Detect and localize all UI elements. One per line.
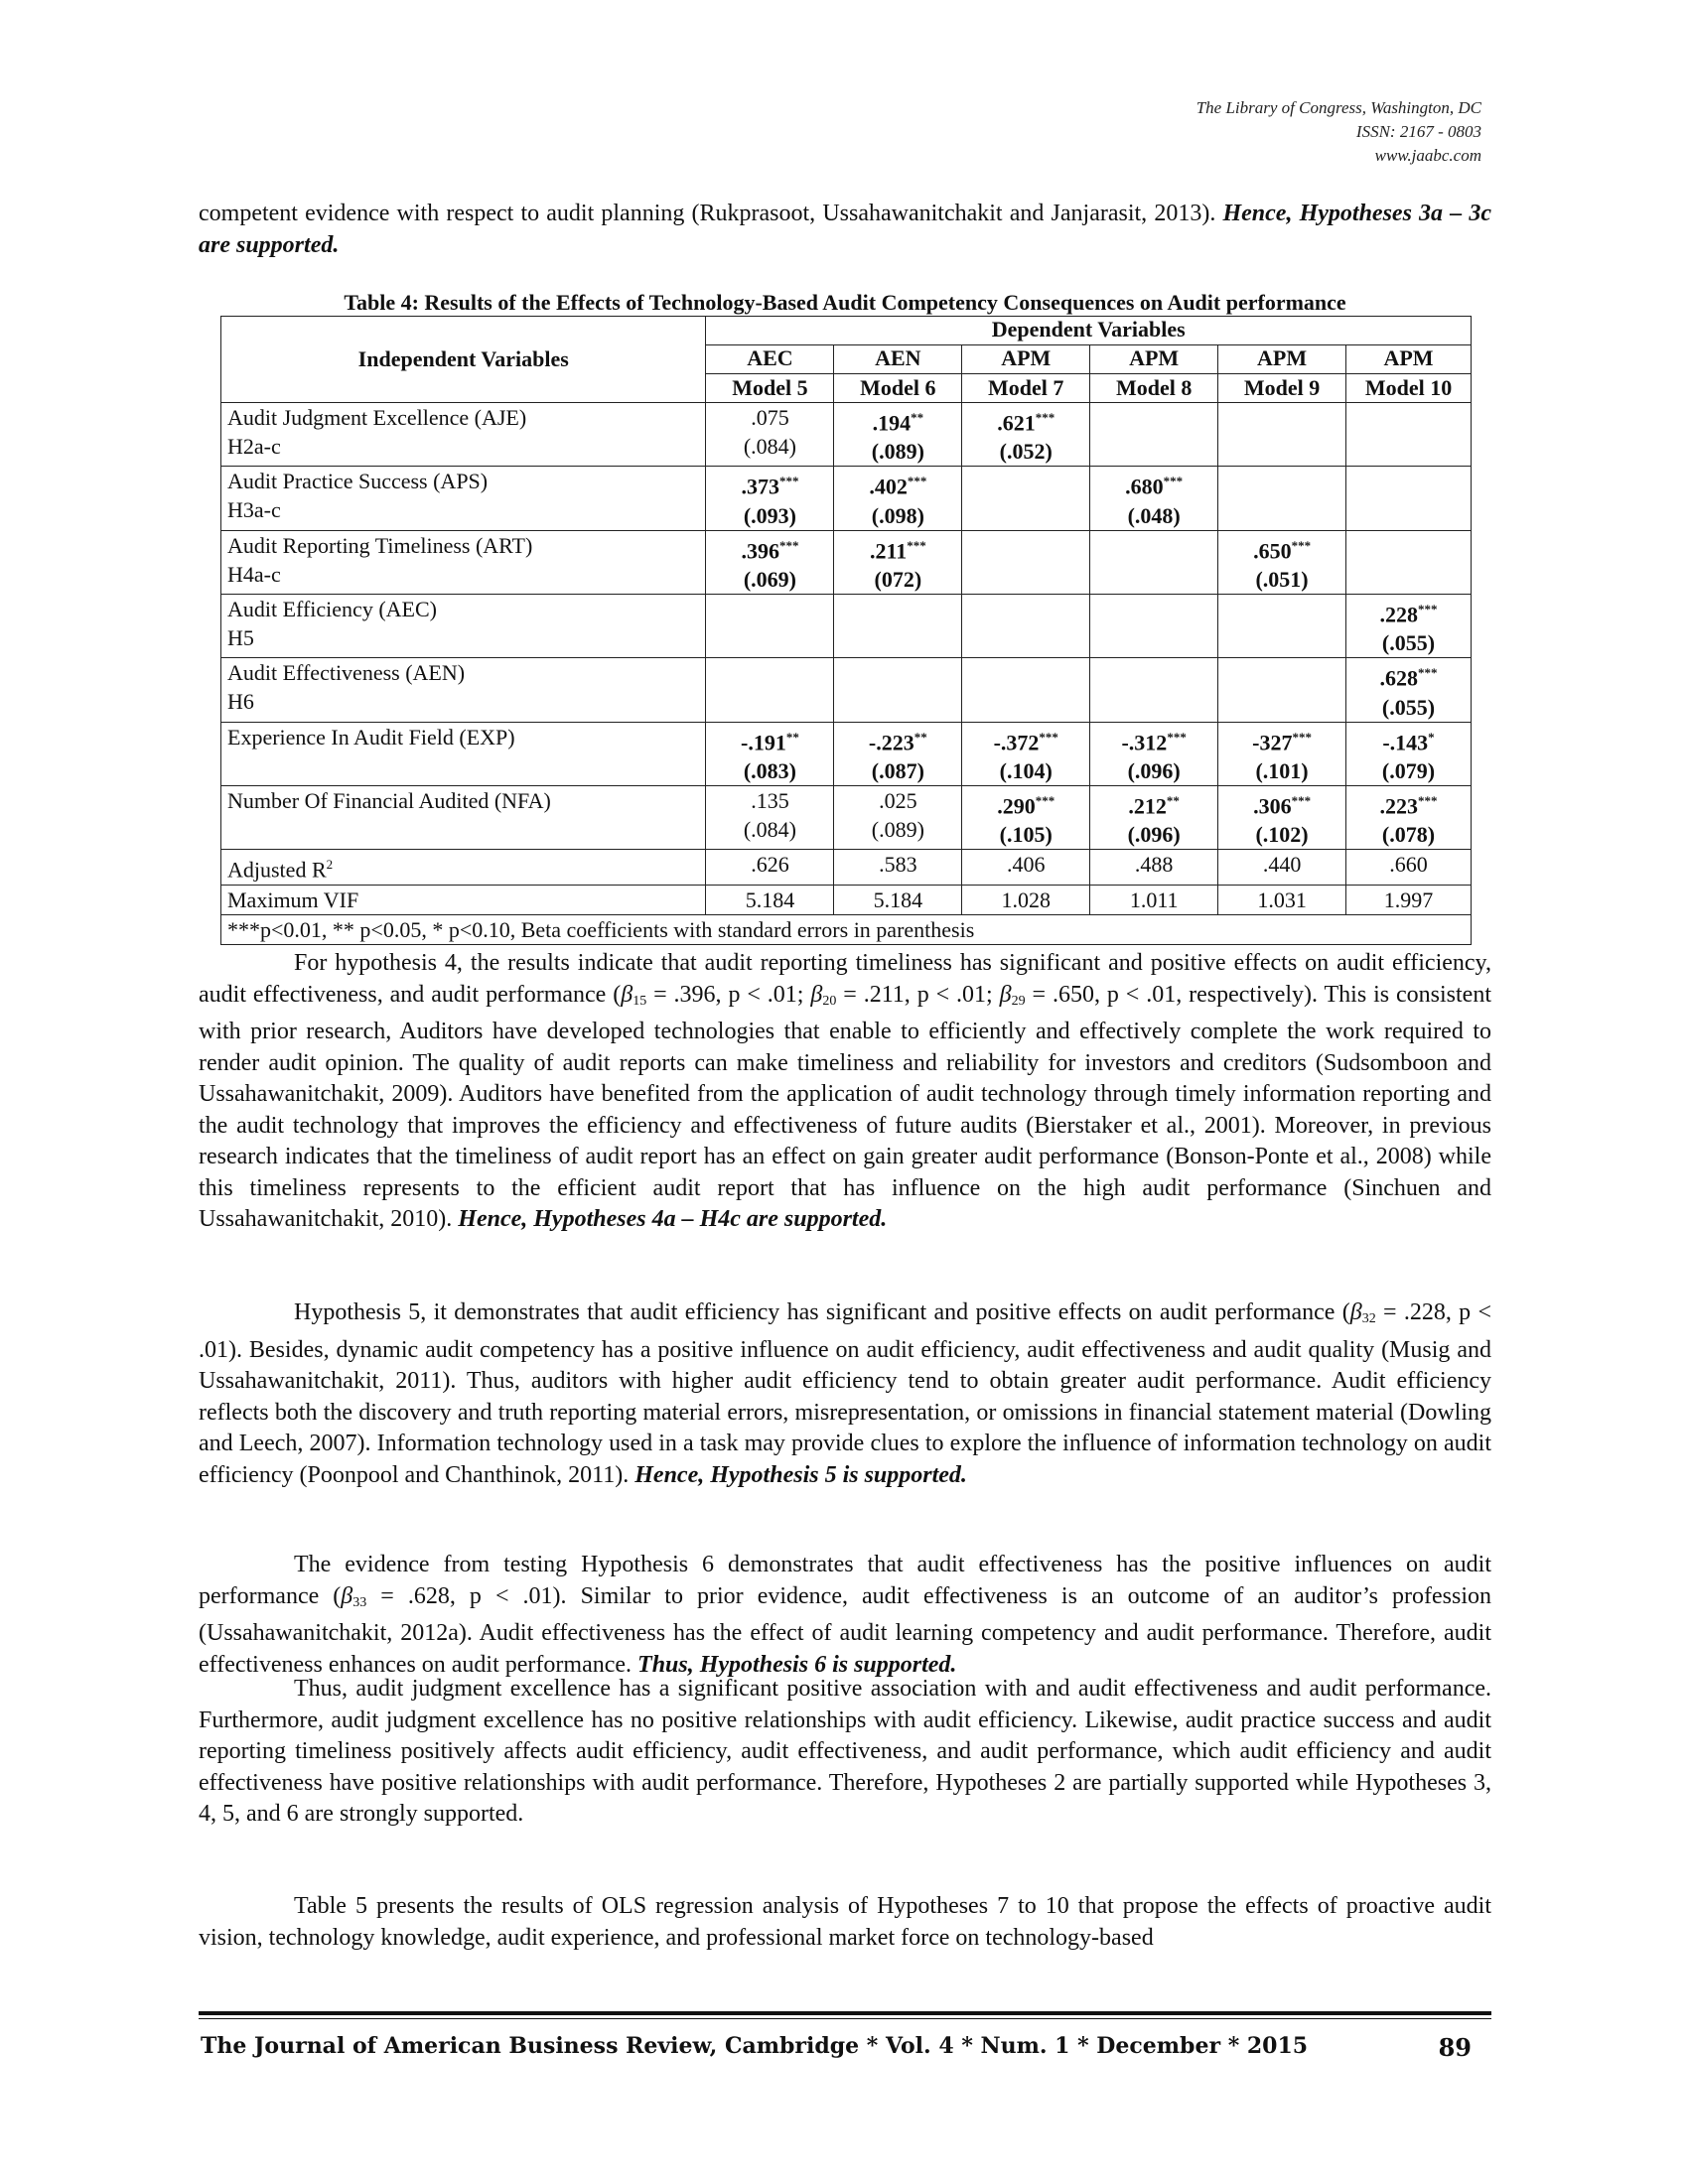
adjusted-r2-value: .626 (706, 850, 834, 885)
standard-error: (.093) (743, 502, 797, 528)
coef-cell (1218, 658, 1346, 722)
coefficient (840, 595, 955, 623)
hypothesis-label (227, 751, 699, 780)
coef-cell (834, 403, 962, 467)
standard-error: (.096) (1127, 822, 1181, 848)
summary-paragraph (199, 1674, 1491, 1831)
header-line-2: ISSN: 2167 - 0803 (1355, 122, 1481, 141)
significance-stars: *** (1035, 410, 1055, 425)
coefficient (712, 595, 827, 623)
row-label (221, 785, 706, 849)
table-row (221, 594, 1472, 657)
coefficient: .402*** (869, 474, 927, 499)
coefficient (1224, 658, 1339, 687)
standard-error: (072) (874, 566, 922, 592)
significance-stars: * (1428, 729, 1435, 745)
coef-cell (1090, 785, 1218, 849)
coefficient (968, 658, 1083, 687)
coef-cell (706, 594, 834, 657)
p1-conclusion: Hence, Hypotheses 4a – H4c are supported. (458, 1206, 888, 1232)
coef-cell (1090, 722, 1218, 785)
iv-header: Independent Variables (221, 317, 706, 403)
hypothesis-5-paragraph (199, 1297, 1491, 1491)
standard-error: (.089) (871, 816, 924, 842)
coef-cell (962, 722, 1090, 785)
variable-name: Number Of Financial Audited (NFA) (227, 787, 551, 813)
hypothesis-label: H5 (227, 624, 254, 650)
standard-error (1096, 687, 1211, 716)
significance-stars: *** (1418, 601, 1438, 616)
coefficient: .396*** (741, 537, 799, 563)
p5-text: Table 5 presents the results of OLS regression analysis of Hypotheses 7 to 10 that propose the effects of proactive audit vision, technology knowledge, audit experience, and professional market force on technology-based (199, 1893, 1491, 1951)
coef-cell (1346, 467, 1472, 530)
standard-error (1224, 623, 1339, 652)
variable-name: Audit Efficiency (AEC) (227, 596, 437, 621)
coefficient (840, 658, 955, 687)
coef-cell (834, 467, 962, 530)
coef-cell (1346, 658, 1472, 722)
standard-error: (.055) (1381, 694, 1436, 720)
coef-cell (834, 658, 962, 722)
coef-cell (1218, 467, 1346, 530)
standard-error (1352, 495, 1465, 524)
coef-cell (834, 594, 962, 657)
adjusted-r2-value: .660 (1346, 850, 1472, 885)
standard-error (968, 495, 1083, 524)
model-header-3: Model 7 (962, 374, 1090, 403)
coef-cell (834, 530, 962, 594)
significance-stars: *** (907, 537, 926, 553)
table-caption: Table 4: Results of the Effects of Technology-Based Audit Competency Consequences on Audit performance (344, 290, 1346, 315)
standard-error: (.052) (999, 439, 1053, 465)
coef-cell (1218, 785, 1346, 849)
model-header-2: Model 6 (834, 374, 962, 403)
results-table (220, 316, 1472, 945)
row-label (221, 467, 706, 530)
model-header-6: Model 10 (1346, 374, 1472, 403)
standard-error (1096, 560, 1211, 589)
significance-stars: ** (911, 410, 924, 425)
coefficient (1352, 531, 1465, 560)
coefficient: .212** (1128, 792, 1180, 819)
coefficient (1352, 467, 1465, 495)
standard-error: (.096) (1127, 757, 1181, 783)
significance-stars: *** (907, 474, 927, 489)
standard-error: (.087) (871, 757, 924, 783)
coefficient: .194** (872, 410, 924, 436)
standard-error (1224, 432, 1339, 461)
coef-cell (1218, 594, 1346, 657)
hypothesis-label: H3a-c (227, 497, 281, 523)
model-header-5: Model 9 (1218, 374, 1346, 403)
standard-error: (.055) (1381, 630, 1436, 656)
coefficient: .628*** (1379, 665, 1438, 691)
coef-cell (962, 530, 1090, 594)
p3-text: The evidence from testing Hypothesis 6 demonstrates that audit effectiveness has the positive influences on audit performance ($\beta_{33} = .628$, p < .01). Similar to prior evidence, audit effectiveness is an outcome of an auditor’s profession (Ussahawanitchakit, 2012a). Audit effectiveness has the effect of audit learning competency and audit performance. Therefore, audit effectiveness enhances on audit performance. (199, 1552, 1491, 1678)
coef-cell (706, 403, 834, 467)
adjusted-r2-label: Adjusted $R^2$ (221, 850, 706, 885)
p2-text: Hypothesis 5, it demonstrates that audit efficiency has significant and positive effects on audit performance ($\beta_{32} = .228$, p < .01). Besides, dynamic audit competency has a positive influence on audit efficiency, audit effectiveness and audit quality (Musig and Ussahawanitchakit, 2011). Thus, auditors with higher audit efficiency tend to obtain greater audit performance. Audit efficiency reflects both the discovery and truth reporting material errors, misrepresentation, or omissions in financial statement material (Dowling and Leech, 2007). Information technology used in a task may provide clues to explore the influence of information technology on audit efficiency (Poonpool and Chanthinok, 2011). (199, 1299, 1492, 1488)
adjusted-r2-value: .406 (962, 850, 1090, 885)
coef-cell (962, 467, 1090, 530)
coef-cell (706, 467, 834, 530)
adjusted-r2-row (221, 850, 1472, 885)
hypothesis-label: H4a-c (227, 561, 281, 587)
coef-cell (1218, 722, 1346, 785)
table-row (221, 530, 1472, 594)
adjusted-r2-value: .583 (834, 850, 962, 885)
significance-stars: ** (1166, 792, 1180, 808)
coefficient: -.191** (741, 729, 799, 754)
coefficient (968, 595, 1083, 623)
standard-error: (.079) (1381, 757, 1436, 783)
coefficient (712, 658, 827, 687)
standard-error: (.048) (1127, 502, 1181, 528)
standard-error: (.089) (871, 439, 924, 465)
coef-cell (962, 785, 1090, 849)
standard-error: (.101) (1255, 757, 1309, 783)
coefficient: .223*** (1379, 792, 1438, 819)
max-vif-value: 1.028 (962, 885, 1090, 914)
coefficient: .680*** (1125, 474, 1184, 499)
coef-cell (1090, 467, 1218, 530)
model-header-1: Model 5 (706, 374, 834, 403)
coef-cell (1218, 530, 1346, 594)
max-vif-row (221, 885, 1472, 914)
coefficient: .211*** (869, 537, 926, 563)
coef-cell (1090, 594, 1218, 657)
dv-code-4: APM (1090, 345, 1218, 374)
standard-error: (.078) (1381, 822, 1436, 848)
adjusted-r2-value: .488 (1090, 850, 1218, 885)
p2-conclusion: Hence, Hypothesis 5 is supported. (634, 1461, 967, 1488)
standard-error (968, 560, 1083, 589)
standard-error (840, 623, 955, 652)
p1-text: For hypothesis 4, the results indicate that audit reporting timeliness has significant and positive effects on audit efficiency, audit effectiveness, and audit performance ($\beta_{15} = .396$, p < .01; $\beta_{20} = .211$, p < .01; $\beta_{29} = .650$, p < .01, respectively). This is consistent with prior research, Auditors have developed technologies that enable to efficiently and effectively complete the work required to render audit opinion. The quality of audit reports can make timeliness and reliability for investors and creditors (Sudsomboon and Ussahawanitchakit, 2009). Auditors have benefited from the application of audit technology through timely information reporting and the audit technology that improves the efficiency and effectiveness of future audits (Bierstaker et al., 2001). Moreover, in previous research indicates that the timeliness of audit report has an effect on gain greater audit performance (Bonson-Ponte et al., 2008) while this timeliness represents to the efficient audit report that has influence on the high audit performance (Sinchuen and Ussahawanitchakit, 2010). (199, 950, 1491, 1232)
standard-error: (.084) (743, 816, 797, 842)
significance-stars: *** (1039, 729, 1058, 745)
header-line-1: The Library of Congress, Washington, DC (1196, 98, 1481, 117)
coefficient (968, 531, 1083, 560)
coefficient: .290*** (997, 792, 1055, 819)
variable-name: Audit Practice Success (APS) (227, 469, 489, 494)
coef-cell (962, 658, 1090, 722)
hypothesis-label: H2a-c (227, 434, 281, 459)
coef-cell (1090, 403, 1218, 467)
max-vif-value: 1.011 (1090, 885, 1218, 914)
standard-error: (.098) (871, 502, 924, 528)
standard-error: (.083) (743, 757, 797, 783)
table-body (221, 403, 1472, 945)
standard-error (1352, 560, 1465, 589)
row-label (221, 530, 706, 594)
variable-name: Audit Reporting Timeliness (ART) (227, 532, 533, 558)
coefficient (1096, 531, 1211, 560)
p4-text: Thus, audit judgment excellence has a significant positive association with and audit effectiveness and audit performance. Furthermore, audit judgment excellence has no positive relationships with audit efficiency. Likewise, audit practice success and audit reporting timeliness positively affects audit efficiency, audit effectiveness, and audit performance, which audit efficiency and audit effectiveness have positive relationships with audit performance. Therefore, Hypotheses 2 are partially supported while Hypotheses 3, 4, 5, and 6 are strongly supported. (199, 1676, 1491, 1827)
footer-journal: The Journal of American Business Review, Cambridge * Vol. 4 * Num. 1 * December * 2015 (201, 2033, 1309, 2059)
dv-code-3: APM (962, 345, 1090, 374)
coefficient (1224, 403, 1339, 432)
coef-cell (1346, 530, 1472, 594)
coef-cell (1218, 403, 1346, 467)
coefficient (1224, 467, 1339, 495)
significance-stars: *** (1035, 792, 1055, 808)
variable-name: Audit Judgment Excellence (AJE) (227, 405, 527, 430)
coef-cell (1346, 785, 1472, 849)
standard-error (840, 687, 955, 716)
significance-stars: *** (778, 537, 799, 553)
standard-error: (.069) (743, 566, 797, 592)
table-row (221, 658, 1472, 722)
dv-header: Dependent Variables (706, 317, 1472, 345)
hypothesis-label: H6 (227, 689, 254, 715)
hypothesis-6-paragraph (199, 1550, 1491, 1681)
page-footer (201, 2033, 1491, 2062)
footer-rule-thin (199, 2018, 1491, 2019)
standard-error (1096, 432, 1211, 461)
coefficient: .025 (879, 787, 917, 813)
header-line-3: www.jaabc.com (1374, 146, 1481, 165)
significance-stars: *** (1163, 474, 1184, 489)
coefficient: -.223** (868, 729, 927, 754)
significance-stars: *** (1167, 729, 1187, 745)
coefficient: -.143* (1382, 729, 1435, 754)
coefficient: .621*** (997, 410, 1055, 436)
footer-rule-thick (199, 2011, 1491, 2015)
significance-stars: ** (914, 729, 927, 745)
coef-cell (706, 530, 834, 594)
coef-cell (962, 594, 1090, 657)
table-note: ***p<0.01, ** p<0.05, * p<0.10, Beta coefficients with standard errors in parenthesis (221, 914, 1472, 944)
coefficient: .373*** (741, 474, 799, 499)
standard-error: (.105) (999, 822, 1053, 848)
significance-stars: *** (1291, 537, 1312, 553)
standard-error (968, 623, 1083, 652)
coefficient (1224, 595, 1339, 623)
row-label (221, 722, 706, 785)
table-row (221, 467, 1472, 530)
significance-stars: *** (1291, 792, 1312, 808)
standard-error (968, 687, 1083, 716)
model-header-4: Model 8 (1090, 374, 1218, 403)
page-number: 89 (1438, 2033, 1472, 2062)
p3-conclusion: Thus, Hypothesis 6 is supported. (637, 1651, 957, 1678)
coefficient (1096, 658, 1211, 687)
coefficient: .228*** (1379, 601, 1438, 627)
coefficient (968, 467, 1083, 495)
standard-error (1224, 495, 1339, 524)
coefficient: .075 (751, 405, 789, 430)
standard-error: (.051) (1255, 566, 1309, 592)
row-label (221, 658, 706, 722)
standard-error (1224, 687, 1339, 716)
coef-cell (1090, 658, 1218, 722)
coef-cell (706, 658, 834, 722)
coefficient: -327*** (1252, 729, 1312, 754)
standard-error (712, 623, 827, 652)
coef-cell (706, 785, 834, 849)
table5-paragraph (199, 1891, 1491, 1954)
coef-cell (1346, 403, 1472, 467)
coefficient: .650*** (1253, 537, 1312, 563)
significance-stars: *** (1418, 792, 1438, 808)
page-header (1196, 96, 1481, 168)
significance-stars: *** (1292, 729, 1312, 745)
standard-error (712, 687, 827, 716)
r2-superscript: 2 (326, 857, 334, 873)
table-row (221, 722, 1472, 785)
standard-error: (.104) (999, 757, 1053, 783)
intro-conclusion: Hence, Hypotheses 3a – 3c are supported. (199, 201, 1491, 258)
row-label (221, 403, 706, 467)
variable-name: Experience In Audit Field (EXP) (227, 724, 515, 750)
coefficient (1096, 403, 1211, 432)
dv-code-2: AEN (834, 345, 962, 374)
max-vif-value: 1.997 (1346, 885, 1472, 914)
coef-cell (1346, 594, 1472, 657)
coefficient: -.312*** (1121, 729, 1187, 754)
variable-name: Audit Effectiveness (AEN) (227, 660, 466, 686)
significance-stars: *** (778, 474, 799, 489)
coefficient: -.372*** (993, 729, 1058, 754)
table-note-row (221, 914, 1472, 944)
table-row (221, 403, 1472, 467)
coefficient (1352, 403, 1465, 432)
coefficient: .135 (751, 787, 789, 813)
coefficient: .306*** (1253, 792, 1312, 819)
intro-text: competent evidence with respect to audit planning (Rukprasoot, Ussahawanitchakit and Janjarasit, 2013). (199, 201, 1223, 226)
dv-code-5: APM (1218, 345, 1346, 374)
hypothesis-label (227, 815, 699, 844)
coef-cell (706, 722, 834, 785)
dv-code-1: AEC (706, 345, 834, 374)
intro-paragraph (199, 199, 1491, 261)
standard-error (1096, 623, 1211, 652)
standard-error: (.084) (743, 434, 797, 459)
max-vif-value: 1.031 (1218, 885, 1346, 914)
significance-stars: ** (785, 729, 799, 745)
max-vif-value: 5.184 (706, 885, 834, 914)
dv-code-6: APM (1346, 345, 1472, 374)
coef-cell (834, 722, 962, 785)
standard-error: (.102) (1255, 822, 1309, 848)
max-vif-value: 5.184 (834, 885, 962, 914)
coef-cell (834, 785, 962, 849)
coef-cell (962, 403, 1090, 467)
standard-error (1352, 432, 1465, 461)
hypothesis-4-paragraph (199, 948, 1491, 1236)
max-vif-label: Maximum VIF (221, 885, 706, 914)
coef-cell (1346, 722, 1472, 785)
table-row (221, 785, 1472, 849)
row-label (221, 594, 706, 657)
significance-stars: *** (1418, 665, 1438, 681)
coef-cell (1090, 530, 1218, 594)
adjusted-r2-value: .440 (1218, 850, 1346, 885)
coefficient (1096, 595, 1211, 623)
